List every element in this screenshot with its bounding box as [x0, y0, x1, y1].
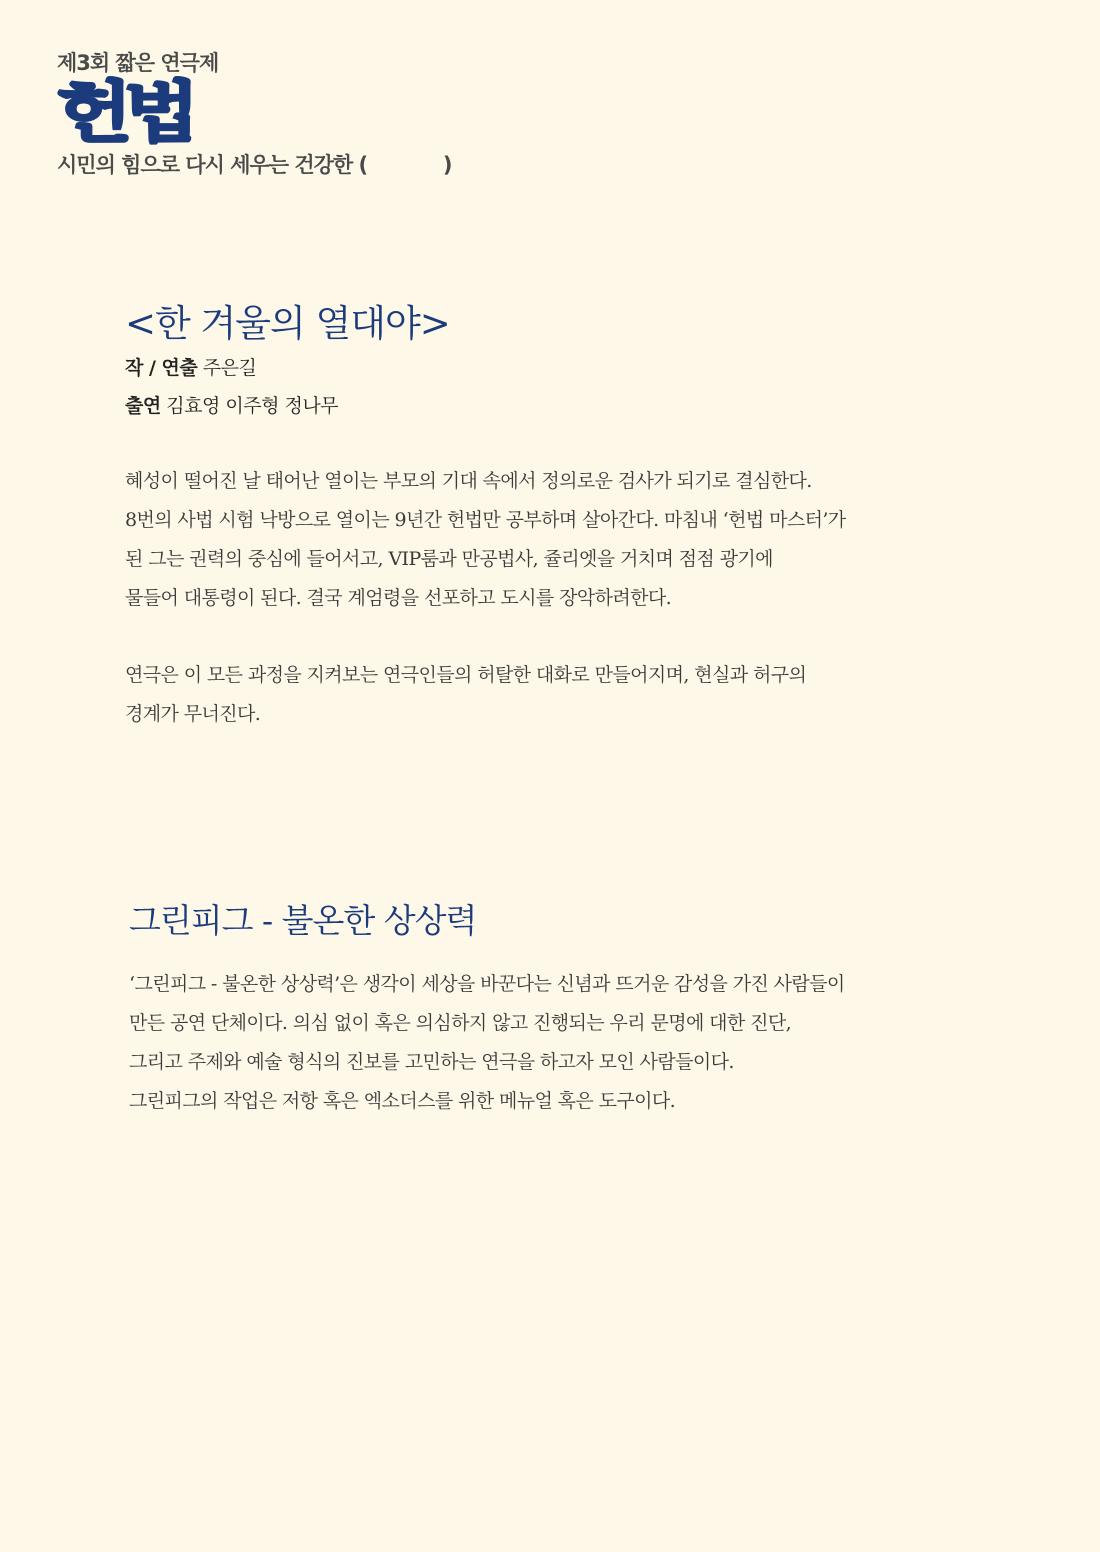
- credit-cast: [125, 388, 1025, 424]
- group-section: [129, 897, 1029, 1121]
- festival-header: [57, 48, 452, 180]
- description-line: ‘그린피그 - 불온한 상상력’은 생각이 세상을 바꾼다는 신념과 뜨거운 감성을 가진 사람들이: [129, 973, 845, 995]
- synopsis-line: 8번의 사법 시험 낙방으로 열이는 9년간 헌법만 공부하며 살아간다. 마침내 ‘헌법 마스터’가: [125, 509, 846, 531]
- description-line: 만든 공연 단체이다. 의심 없이 혹은 의심하지 않고 진행되는 우리 문명에 대한 진단,: [129, 1012, 792, 1034]
- festival-logo: 헌법: [57, 74, 191, 151]
- play-section: [125, 300, 1025, 734]
- festival-name: 제3회 짧은 연극제: [57, 51, 219, 75]
- group-title: 그린피그 - 불온한 상상력: [129, 901, 477, 940]
- synopsis-line: 물들어 대통령이 된다. 결국 계엄령을 선포하고 도시를 장악하려한다.: [125, 587, 672, 609]
- description-line: 그리고 주제와 예술 형식의 진보를 고민하는 연극을 하고자 모인 사람들이다.: [129, 1051, 734, 1073]
- synopsis-line: 연극은 이 모든 과정을 지켜보는 연극인들의 허탈한 대화로 만들어지며, 현실과 허구의: [125, 664, 807, 686]
- synopsis-line: 된 그는 권력의 중심에 들어서고, VIP룸과 만공법사, 쥴리엣을 거치며 점점 광기에: [125, 548, 773, 570]
- description-line: 그린피그의 작업은 저항 혹은 엑소더스를 위한 메뉴얼 혹은 도구이다.: [129, 1090, 676, 1112]
- festival-subtitle: 시민의 힘으로 다시 세우는 건강한 ( ): [57, 153, 452, 177]
- play-title: <한 겨울의 열대야>: [125, 302, 450, 345]
- play-synopsis-2: [125, 656, 1025, 734]
- synopsis-line: 경계가 무너진다.: [125, 703, 261, 725]
- group-description: [129, 965, 1029, 1121]
- credit-director: [125, 350, 1025, 386]
- credit-label: 출연: [125, 395, 161, 417]
- synopsis-line: 혜성이 떨어진 날 태어난 열이는 부모의 기대 속에서 정의로운 검사가 되기로 결심한다.: [125, 470, 812, 492]
- credit-value: 김효영 이주형 정나무: [160, 395, 339, 417]
- play-synopsis: [125, 462, 1025, 618]
- credit-value: 주은길: [197, 357, 257, 379]
- credit-label: 작 / 연출: [125, 357, 198, 379]
